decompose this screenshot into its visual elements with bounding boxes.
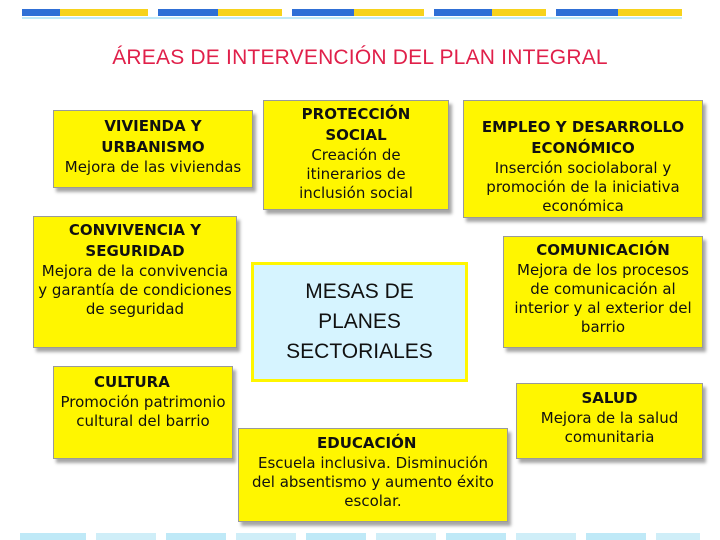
area-box-convivencia — [33, 216, 237, 348]
bottom-bar-3 — [166, 533, 226, 540]
area-heading: CONVIVENCIA Y SEGURIDAD — [68, 221, 202, 260]
bottom-bar-2 — [96, 533, 156, 540]
area-box-vivienda — [53, 110, 253, 188]
bottom-bar-8 — [516, 533, 576, 540]
bottom-bar-10 — [656, 533, 700, 540]
area-description: Inserción sociolaboral y promoción de la iniciativa económica — [486, 159, 680, 215]
area-description: Mejora de la convivencia y garantía de condiciones de seguridad — [38, 262, 232, 318]
top-bar-1 — [22, 9, 60, 16]
area-box-educacion — [238, 428, 508, 522]
top-bar-3 — [158, 9, 218, 16]
bottom-bar-7 — [446, 533, 506, 540]
top-bar-2 — [60, 9, 148, 16]
top-bar-10 — [618, 9, 682, 16]
center-node — [251, 262, 468, 382]
page-title: ÁREAS DE INTERVENCIÓN DEL PLAN INTEGRAL — [112, 46, 608, 69]
area-box-salud — [516, 383, 703, 459]
area-box-comunicacion — [503, 236, 703, 348]
area-description: Promoción patrimonio cultural del barrio — [60, 393, 226, 430]
bottom-bar-9 — [586, 533, 646, 540]
top-bar-8 — [492, 9, 546, 16]
center-label: MESAS DE PLANES SECTORIALES — [286, 280, 433, 363]
top-bar-11 — [22, 17, 682, 19]
area-heading: EMPLEO Y DESARROLLO ECONÓMICO — [481, 118, 685, 157]
area-description: Mejora de las viviendas — [64, 158, 242, 176]
area-description: Creación de itinerarios de inclusión social — [299, 146, 413, 202]
top-bar-9 — [556, 9, 618, 16]
area-heading: VIVIENDA Y URBANISMO — [101, 117, 205, 156]
area-heading: CULTURA — [94, 373, 170, 391]
bottom-bar-5 — [306, 533, 366, 540]
area-heading: SALUD — [581, 389, 638, 407]
top-bar-4 — [218, 9, 282, 16]
bottom-bar-4 — [236, 533, 296, 540]
area-box-proteccion — [263, 100, 449, 210]
area-description: Mejora de los procesos de comunicación al interior y al exterior del barrio — [514, 261, 692, 336]
area-description: Mejora de la salud comunitaria — [540, 409, 679, 446]
area-heading: PROTECCIÓN SOCIAL — [301, 105, 411, 144]
top-bar-6 — [354, 9, 424, 16]
area-description: Escuela inclusiva. Disminución del absentismo y aumento éxito escolar. — [252, 454, 494, 510]
bottom-bar-6 — [376, 533, 436, 540]
area-box-cultura — [53, 366, 233, 459]
top-bar-7 — [434, 9, 492, 16]
top-bar-5 — [292, 9, 354, 16]
area-box-empleo — [463, 100, 703, 218]
area-heading: EDUCACIÓN — [317, 434, 417, 452]
area-heading: COMUNICACIÓN — [536, 241, 670, 259]
bottom-bar-1 — [20, 533, 86, 540]
